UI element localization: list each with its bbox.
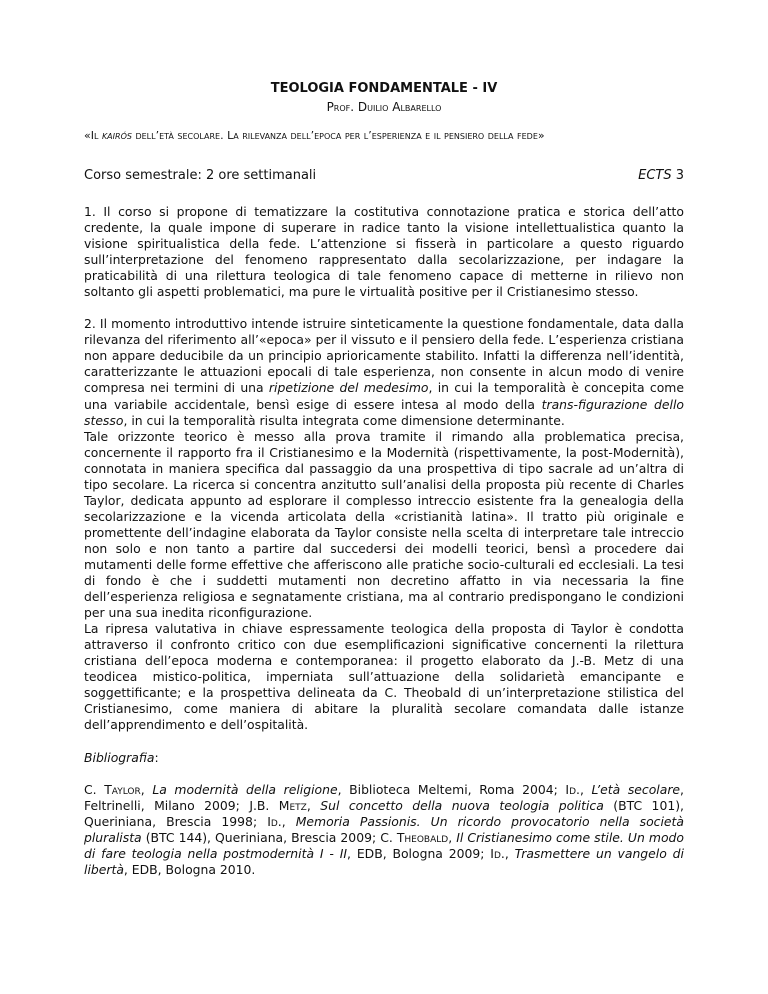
- ref-publisher: , Biblioteca Meltemi, Roma 2004;: [337, 781, 566, 797]
- course-title-kairos: kairós: [101, 129, 132, 142]
- ref-separator: ,: [281, 813, 296, 829]
- ref-title: Trasmettere un vangelo di libertà: [84, 845, 684, 877]
- ref-separator: ,: [448, 829, 457, 845]
- course-meta: [84, 168, 684, 183]
- ref-title: L’età secolare: [591, 781, 681, 797]
- course-title-rest: dell’età secolare. La rilevanza dell’epoca per l’esperienza e il pensiero della fede»: [131, 129, 545, 142]
- course-title: [84, 128, 684, 144]
- paragraph-2: [84, 316, 684, 428]
- paragraph-2-text-a: 2. Il momento introduttivo intende istruire sinteticamente la questione fondamentale, data dalla rilevanza del riferimento all’«epoca» per il vissuto e il pensiero della fede. L’esperienza cristiana non appare deducibile da un principio aprioricamente stabilito. Infatti la differenza nell’identità, caratterizzante le attuazioni epocali di tale esperienza, non consente in alcun modo di venire compresa nei termini di una: [84, 316, 684, 396]
- document-body: [84, 204, 684, 878]
- ref-title: La modernità della religione: [152, 781, 338, 797]
- ref-publisher: (BTC 144), Queriniana, Brescia 2009;: [141, 829, 381, 845]
- ref-author: C. Theobald: [380, 829, 449, 845]
- paragraph-4: La ripresa valutativa in chiave espressamente teologica della proposta di Taylor è condotta attraverso il confronto critico con due esemplificazioni significative concernenti la rilettura cristiana dell’epoca moderna e contemporanea: il progetto elaborato da J.-B. Metz di una teodicea mistico-politica, imperniata sull’attuazione della solidarietà emancipante e soggettificante; e la prospettiva delineata da C. Theobald di un’interpretazione stilistica del Cristianesimo, come maniera di abitare la pluralità secolare comandata dalle istanze dell’apprendimento e dell’ospitalità.: [84, 621, 684, 733]
- ref-title: Memoria Passionis. Un ricordo provocatorio nella società pluralista: [84, 813, 684, 845]
- course-heading: TEOLOGIA FONDAMENTALE - IV: [270, 81, 498, 96]
- course-schedule: Corso semestrale: 2 ore settimanali: [84, 168, 317, 183]
- ref-author: Id.: [267, 813, 282, 829]
- ref-author: Id.: [565, 781, 580, 797]
- ref-separator: ,: [306, 797, 321, 813]
- ref-publisher: (BTC 101), Queriniana, Brescia 1998;: [84, 797, 684, 829]
- ref-author: Id.: [490, 845, 505, 861]
- ref-publisher: , EDB, Bologna 2010.: [123, 861, 256, 877]
- ref-author: J.B. Metz: [249, 797, 307, 813]
- bibliography-heading: [84, 750, 684, 766]
- paragraph-2-text-b: , in cui la temporalità è concepita come una variabile accidentale, bensì esige di essere intesa al modo della: [84, 380, 684, 412]
- bibliography-heading-colon: :: [154, 749, 159, 765]
- course-title-open: «Il: [84, 129, 102, 142]
- ref-author: C. Taylor: [84, 781, 141, 797]
- ref-separator: ,: [140, 781, 153, 797]
- paragraph-2-italic-2: trans-figurazione dello stesso: [84, 396, 685, 428]
- paragraph-2-text-c: , in cui la temporalità risulta integrata come dimensione determinante.: [123, 412, 565, 428]
- ref-separator: ,: [579, 781, 592, 797]
- ref-title: Sul concetto della nuova teologia politica: [320, 797, 604, 813]
- professor-name: Prof. Duilio Albarello: [326, 100, 442, 114]
- ref-separator: ,: [504, 845, 515, 861]
- ects-value: 3: [671, 168, 684, 183]
- bibliography-list: [84, 782, 684, 878]
- bibliography-heading-text: Bibliografia: [84, 749, 155, 765]
- ref-publisher: , EDB, Bologna 2009;: [347, 845, 491, 861]
- ref-publisher: , Feltrinelli, Milano 2009;: [84, 781, 684, 813]
- paragraph-1: 1. Il corso si propone di tematizzare la costitutiva connotazione pratica e storica dell’atto credente, la quale impone di superare in radice tanto la visione intellettualistica quanto la visione spiritualistica della fede. L’attenzione si fisserà in particolare a questo riguardo sull’interpretazione del fenomeno rappresentato dalla secolarizzazione, per indagare la praticabilità di una rilettura teologica di tale fenomeno capace di metterne in rilievo non soltanto gli aspetti problematici, ma pure le virtualità positive per il Cristianesimo stesso.: [84, 204, 684, 300]
- paragraph-3: Tale orizzonte teorico è messo alla prova tramite il rimando alla problematica precisa, concernente il rapporto fra il Cristianesimo e la Modernità (rispettivamente, la post-Modernità), connotata in maniera specifica dal passaggio da una prospettiva di tipo sacrale ad un’altra di tipo secolare. La ricerca si concentra anzitutto sull’analisi della proposta più recente di Charles Taylor, dedicata appunto ad esplorare il complesso intreccio esistente fra la genealogia della secolarizzazione e la vicenda articolata della «cristianità latina». Il tratto più originale e promettente dell’indagine elaborata da Taylor consiste nella scelta di interpretare tale intreccio non solo e non tanto a partire dal succedersi dei modelli teorici, bensì a procedere dai mutamenti delle forme effettive che afferiscono alle pratiche socio-culturali ed ecclesiali. La tesi di fondo è che i suddetti mutamenti non decretino affatto in via necessaria la fine dell’esperienza religiosa e segnatamente cristiana, ma al contrario predispongano le condizioni per una sua inedita riconfigurazione.: [84, 428, 684, 621]
- paragraph-2-italic-1: ripetizione del medesimo: [268, 380, 429, 396]
- ref-title: Il Cristianesimo come stile. Un modo di fare teologia nella postmodernità I - II: [84, 829, 684, 861]
- ects-label: ECTS: [638, 168, 672, 183]
- ects-credits: [638, 168, 684, 183]
